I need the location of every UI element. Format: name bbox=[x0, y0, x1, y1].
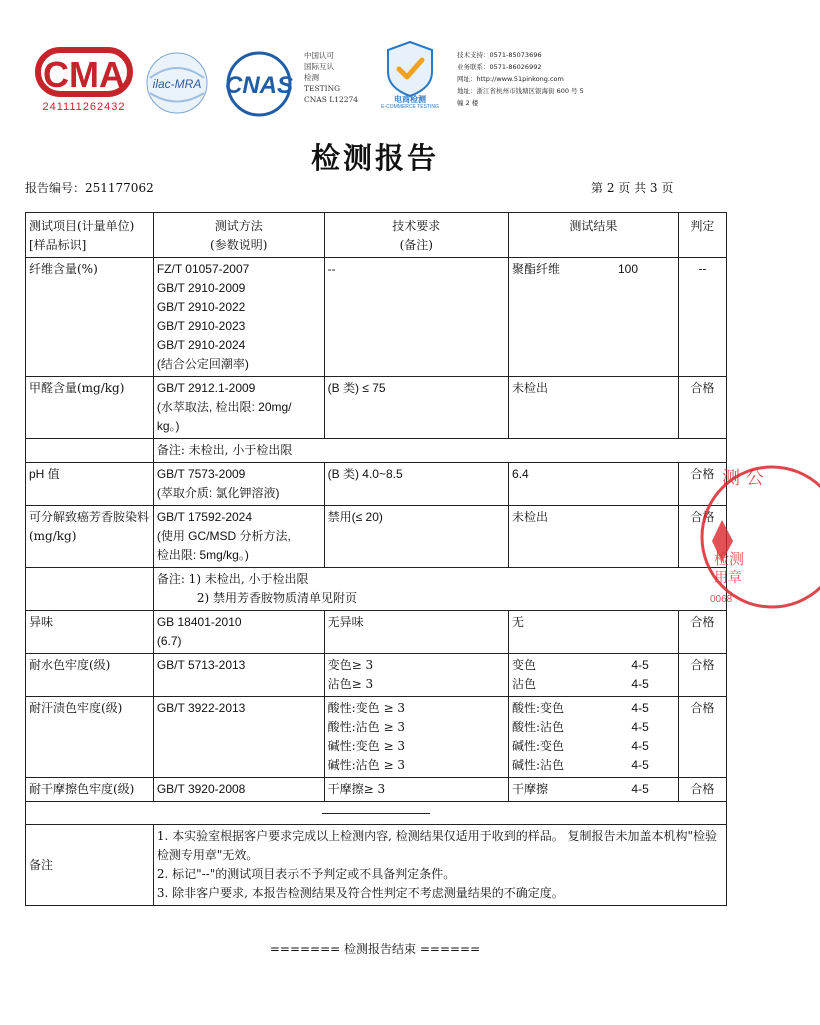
ilac-mra-logo bbox=[142, 48, 212, 118]
row-item: pH 值 bbox=[26, 463, 154, 506]
table-row bbox=[26, 654, 727, 697]
row-method: GB/T 17592-2024 (使用 GC/MSD 分析方法, 检出限: 5mg/kg。) bbox=[153, 506, 324, 568]
row-method: GB/T 7573-2009 (萃取介质: 氯化钾溶液) bbox=[153, 463, 324, 506]
row-result: 聚酯纤维 100 bbox=[509, 258, 679, 377]
header-method: 测试方法 (参数说明) bbox=[153, 213, 324, 258]
row-verdict: 合格 bbox=[678, 611, 726, 654]
row-verdict: 合格 bbox=[678, 778, 726, 802]
contact-line: 业务联系：0571-86026992 bbox=[457, 63, 542, 71]
cnas-caption-line: 检测 bbox=[304, 73, 319, 82]
header-result: 测试结果 bbox=[509, 213, 679, 258]
row-verdict: -- bbox=[678, 258, 726, 377]
table-row bbox=[26, 377, 727, 439]
results-table bbox=[25, 212, 727, 906]
row-requirement: -- bbox=[324, 258, 508, 377]
row-method: GB/T 3922-2013 bbox=[153, 697, 324, 778]
row-result: 未检出 bbox=[509, 506, 679, 568]
contact-info bbox=[457, 49, 657, 109]
row-requirement: 禁用(≤ 20) bbox=[324, 506, 508, 568]
row-item: 甲醛含量(mg/kg) bbox=[26, 377, 154, 439]
cnas-caption-line: 国际互认 bbox=[304, 62, 334, 71]
header-logos bbox=[0, 0, 750, 125]
row-verdict: 合格 bbox=[678, 697, 726, 778]
row-item: 纤维含量(%) bbox=[26, 258, 154, 377]
row-result: 未检出 bbox=[509, 377, 679, 439]
stamp-text-mid: 检测 bbox=[714, 550, 745, 568]
table-row bbox=[26, 697, 727, 778]
row-item: 耐干摩擦色牢度(级) bbox=[26, 778, 154, 802]
cnas-logo-text: CNAS bbox=[224, 72, 294, 99]
contact-line: 幢 2 楼 bbox=[457, 99, 479, 107]
table-row bbox=[26, 258, 727, 377]
row-requirement: 变色≥ 3 沾色≥ 3 bbox=[324, 654, 508, 697]
cma-logo-text: CMA bbox=[43, 54, 125, 95]
note-row bbox=[26, 568, 727, 611]
row-method: FZ/T 01057-2007 GB/T 2910-2009 GB/T 2910-2022 GB/T 2910-2023 GB/T 2910-2024 (结合公定回潮率) bbox=[153, 258, 324, 377]
remarks-text bbox=[153, 825, 726, 906]
cma-number: 241111262432 bbox=[42, 101, 126, 113]
row-method: GB/T 5713-2013 bbox=[153, 654, 324, 697]
table-row bbox=[26, 506, 727, 568]
remark-line: 2. 标记"--"的测试项目表示不予判定或不具备判定条件。 bbox=[156, 867, 456, 881]
report-end-marker: ======= 检测报告结束 ====== bbox=[269, 942, 481, 956]
row-verdict: 合格 bbox=[678, 463, 726, 506]
row-note: 备注: 未检出, 小于检出限 bbox=[153, 439, 726, 463]
row-requirement: 无异味 bbox=[324, 611, 508, 654]
contact-line: 网址：http://www.51pinkong.com bbox=[457, 75, 564, 83]
row-item: 耐水色牢度(级) bbox=[26, 654, 154, 697]
row-requirement: 干摩擦≥ 3 bbox=[324, 778, 508, 802]
row-result: 6.4 bbox=[509, 463, 679, 506]
ilac-logo-text: ilac-MRA bbox=[152, 77, 202, 91]
row-verdict: 合格 bbox=[678, 506, 726, 568]
cnas-caption-line: CNAS L12274 bbox=[304, 95, 359, 104]
contact-line: 技术支持：0571-85073696 bbox=[457, 51, 542, 59]
row-verdict: 合格 bbox=[678, 377, 726, 439]
stamp-text-top: 测 公 bbox=[722, 468, 764, 489]
remarks-label: 备注 bbox=[26, 825, 154, 906]
remarks-row bbox=[26, 825, 727, 906]
note-spacer bbox=[26, 568, 154, 611]
row-item: 耐汗渍色牢度(级) bbox=[26, 697, 154, 778]
separator-line bbox=[322, 813, 430, 814]
row-result: 无 bbox=[509, 611, 679, 654]
row-requirement: (B 类) 4.0~8.5 bbox=[324, 463, 508, 506]
note-row bbox=[26, 439, 727, 463]
page-indicator: 第 2 页 共 3 页 bbox=[591, 181, 674, 195]
row-result: 干摩擦 4-5 bbox=[509, 778, 679, 802]
table-row bbox=[26, 611, 727, 654]
table-row bbox=[26, 463, 727, 506]
row-note: 备注: 1) 未检出, 小于检出限 2) 禁用芳香胺物质清单见附页 bbox=[153, 568, 726, 611]
row-method: GB/T 3920-2008 bbox=[153, 778, 324, 802]
header-requirement: 技术要求 (备注) bbox=[324, 213, 508, 258]
ecommerce-logo-sub: E-COMMERCE TESTING bbox=[381, 104, 439, 110]
row-item: 异味 bbox=[26, 611, 154, 654]
row-item: 可分解致癌芳香胺染料(mg/kg) bbox=[26, 506, 154, 568]
official-stamp bbox=[700, 452, 820, 622]
report-number: 报告编号：251177062 bbox=[25, 181, 154, 195]
table-header-row bbox=[26, 213, 727, 258]
separator-cell bbox=[26, 802, 727, 825]
ecommerce-logo-name: 电商检测 bbox=[394, 95, 426, 104]
cnas-caption bbox=[304, 50, 364, 105]
row-verdict: 合格 bbox=[678, 654, 726, 697]
separator-row bbox=[26, 802, 727, 825]
stamp-code: 0068 bbox=[710, 594, 733, 605]
table-row bbox=[26, 778, 727, 802]
contact-line: 地址：浙江省杭州市钱塘区银海街 600 号 5 bbox=[457, 87, 584, 95]
stamp-text-bottom: 用章 bbox=[714, 570, 742, 586]
cnas-caption-line: TESTING bbox=[304, 84, 341, 93]
row-requirement: 酸性:变色 ≥ 3 酸性:沾色 ≥ 3 碱性:变色 ≥ 3 碱性:沾色 ≥ 3 bbox=[324, 697, 508, 778]
row-result: 酸性:变色 4-5 酸性:沾色 4-5 碱性:变色 4-5 碱性:沾色 4-5 bbox=[509, 697, 679, 778]
row-result: 变色 4-5 沾色 4-5 bbox=[509, 654, 679, 697]
row-method: GB/T 2912.1-2009 (水萃取法, 检出限: 20mg/ kg。) bbox=[153, 377, 324, 439]
remark-line: 3. 除非客户要求, 本报告检测结果及符合性判定不考虑测量结果的不确定度。 bbox=[156, 886, 564, 900]
row-method: GB 18401-2010 (6.7) bbox=[153, 611, 324, 654]
header-item: 测试项目(计量单位) [样品标识] bbox=[26, 213, 154, 258]
report-title: 检测报告 bbox=[310, 141, 439, 175]
cnas-logo bbox=[218, 50, 300, 118]
cnas-caption-line: 中国认可 bbox=[304, 51, 334, 60]
remark-line: 1. 本实验室根据客户要求完成以上检测内容, 检测结果仅适用于收到的样品。 复制报告未加盖本机构"检验检测专用章"无效。 bbox=[156, 829, 718, 862]
row-requirement: (B 类) ≤ 75 bbox=[324, 377, 508, 439]
note-spacer bbox=[26, 439, 154, 463]
header-verdict: 判定 bbox=[678, 213, 726, 258]
